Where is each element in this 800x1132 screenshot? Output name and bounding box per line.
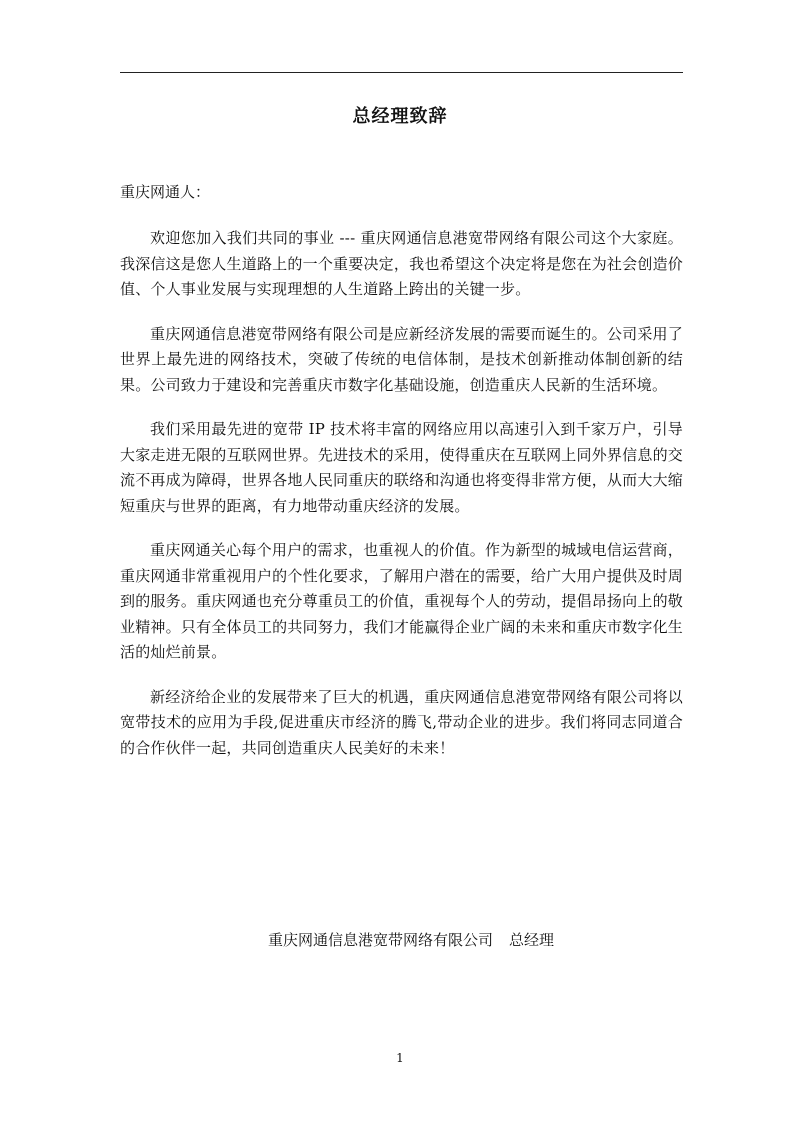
paragraph-2: 重庆网通信息港宽带网络有限公司是应新经济发展的需要而诞生的。公司采用了世界上最先进的网络技术，突破了传统的电信体制，是技术创新推动体制创新的结果。公司致力于建设和完善重庆市数字化基础设施，创造重庆人民新的生活环境。	[120, 324, 683, 394]
salutation: 重庆网通人：	[120, 183, 211, 201]
paragraph-5: 新经济给企业的发展带来了巨大的机遇，重庆网通信息港宽带网络有限公司将以宽带技术的应用为手段,促进重庆市经济的腾飞,带动企业的进步。我们将同志同道合的合作伙伴一起，共同创造重庆人民美好的未来！	[120, 687, 683, 757]
signature	[268, 928, 554, 952]
letter-body	[120, 226, 683, 780]
signature-role: 总经理	[509, 931, 555, 949]
page-title: 总经理致辞	[352, 106, 448, 127]
page-number: 1	[396, 1051, 404, 1065]
signature-company: 重庆网通信息港宽带网络有限公司	[268, 931, 494, 949]
paragraph-4: 重庆网通关心每个用户的需求，也重视人的价值。作为新型的城域电信运营商，重庆网通非常重视用户的个性化要求，了解用户潜在的需要，给广大用户提供及时周到的服务。重庆网通也充分尊重员工的价值，重视每个人的劳动，提倡昂扬向上的敬业精神。只有全体员工的共同努力，我们才能赢得企业广阔的未来和重庆市数字化生活的灿烂前景。	[120, 541, 683, 661]
header-rule	[120, 72, 683, 73]
paragraph-1: 欢迎您加入我们共同的事业 --- 重庆网通信息港宽带网络有限公司这个大家庭。我深信这是您人生道路上的一个重要决定，我也希望这个决定将是您在为社会创造价值、个人事业发展与实现理想的人生道路上跨出的关键一步。	[120, 229, 683, 298]
paragraph-3: 我们采用最先进的宽带 IP 技术将丰富的网络应用以高速引入到千家万户，引导大家走进无限的互联网世界。先进技术的采用，使得重庆在互联网上同外界信息的交流不再成为障碍，世界各地人民同重庆的联络和沟通也将变得非常方便，从而大大缩短重庆与世界的距离，有力地带动重庆经济的发展。	[120, 420, 683, 515]
